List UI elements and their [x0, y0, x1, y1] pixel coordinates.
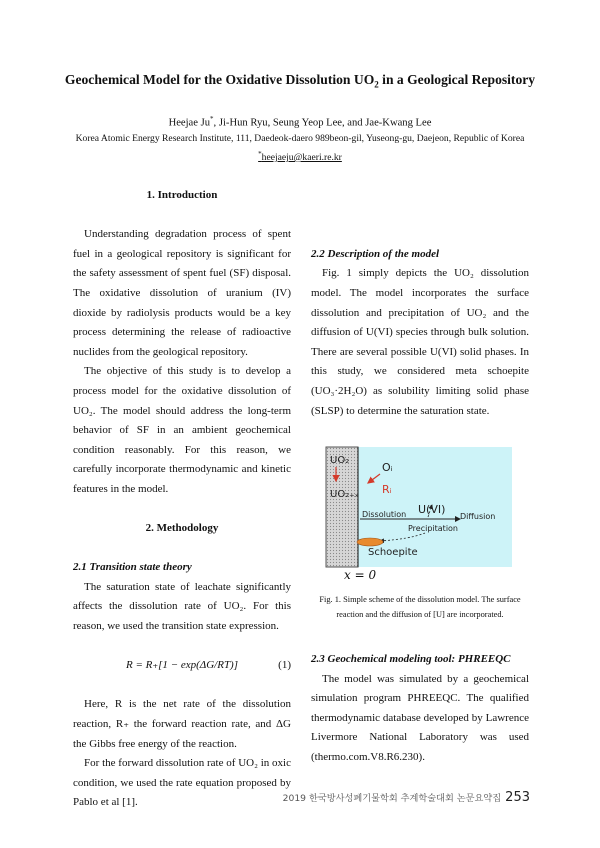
subsection-heading: 2.3 Geochemical modeling tool: PHREEQC	[311, 653, 511, 665]
left-column	[73, 186, 291, 809]
label-uvi: U(VI)	[418, 503, 446, 516]
paragraph: Fig. 1 simply depicts the UO₂ dissolution model. The model incorporates the surface dissolution and precipitation of UO₂ and the diffusion of U(VI) species through bulk solution. There are several possible U(VI) solid phases. In this study, we considered meta schoepite (UO₃·2H₂O) as solubility limiting solid phase (SLSP) to determine the saturation state.	[311, 267, 529, 417]
paragraph: Here, R is the net rate of the dissolution reaction, R₊ the forward reaction rate, and ΔG the Gibbs free energy of the reaction.	[73, 698, 291, 750]
x-origin-label: x = 0	[344, 568, 377, 582]
equation-number: (1)	[278, 659, 291, 672]
figure-caption: Fig. 1. Simple scheme of the dissolution model. The surface reaction and the diffusion of [U] are incorporated.	[319, 595, 521, 619]
equation-1: R = R₊[1 − exp(ΔG/RT)] (1)	[73, 656, 291, 676]
label-uo2: UO₂	[330, 455, 350, 466]
page-footer	[283, 790, 530, 805]
label-reductant: Rᵢ	[382, 483, 392, 496]
label-uo2x: UO₂₊ₓ	[330, 489, 359, 500]
label-diffusion: Diffusion	[460, 512, 496, 521]
label-precipitation: Precipitation	[408, 524, 459, 533]
paragraph: The saturation state of leachate significantly affects the dissolution rate of UO₂. For this reason, we used the transition state expression.	[73, 580, 291, 633]
paragraph: The objective of this study is to develop a process model for the oxidative dissolution of UO₂. The model should address the long-term behavior of SF in an ambient geochemical condition reasonably. For this reason, we carefully incorporate thermodynamic and kinetic features in the model.	[73, 365, 291, 495]
paragraph: Understanding degradation process of spent fuel in a geological repository is significant for the safety assessment of spent fuel (SF) disposal. The oxidative dissolution of uranium (IV) dioxide by radiolysis products would be a key process determining the release of radioactive nuclides from the geological repository.	[73, 228, 291, 358]
subsection-heading: 2.1 Transition state theory	[73, 561, 192, 574]
paragraph: For the forward dissolution rate of UO₂ in oxic condition, we used the rate equation proposed by Pablo et al [1].	[73, 757, 291, 809]
corresponding-email[interactable]: *heejaeju@kaeri.re.kr	[258, 150, 342, 164]
section-heading-methodology: 2. Methodology	[145, 522, 219, 535]
page-number: 253	[505, 790, 530, 805]
right-column	[311, 186, 529, 421]
label-oxidant: Oᵢ	[382, 461, 393, 474]
subsection-heading: 2.2 Description of the model	[311, 247, 440, 260]
footer-text: 2019 한국방사성폐기물학회 추계학술대회 논문요약집	[282, 793, 502, 804]
dissolution-model-figure	[320, 447, 512, 567]
section-heading-introduction: 1. Introduction	[146, 189, 218, 201]
label-dissolution: Dissolution	[362, 510, 407, 519]
right-column-lower	[311, 650, 529, 768]
paper-title: Geochemical Model for the Oxidative Dissolution $UO_2$ in a Geological Repository	[64, 72, 536, 90]
paragraph: The model was simulated by a geochemical simulation program PHREEQC. The qualified thermodynamic database developed by Lawrence Livermore National Laboratory was used (thermo.com.V8.R6.230).	[311, 672, 529, 763]
schoepite-precipitate	[357, 538, 383, 546]
label-schoepite: Schoepite	[368, 547, 418, 558]
author-list: Heejae Ju*, Ji-Hun Ryu, Seung Yeop Lee, and Jae-Kwang Lee	[168, 115, 432, 129]
affiliation: Korea Atomic Energy Research Institute, 111, Daedeok-daero 989beon-gil, Yuseong-gu, Daejeon, Republic of Korea	[75, 133, 525, 144]
